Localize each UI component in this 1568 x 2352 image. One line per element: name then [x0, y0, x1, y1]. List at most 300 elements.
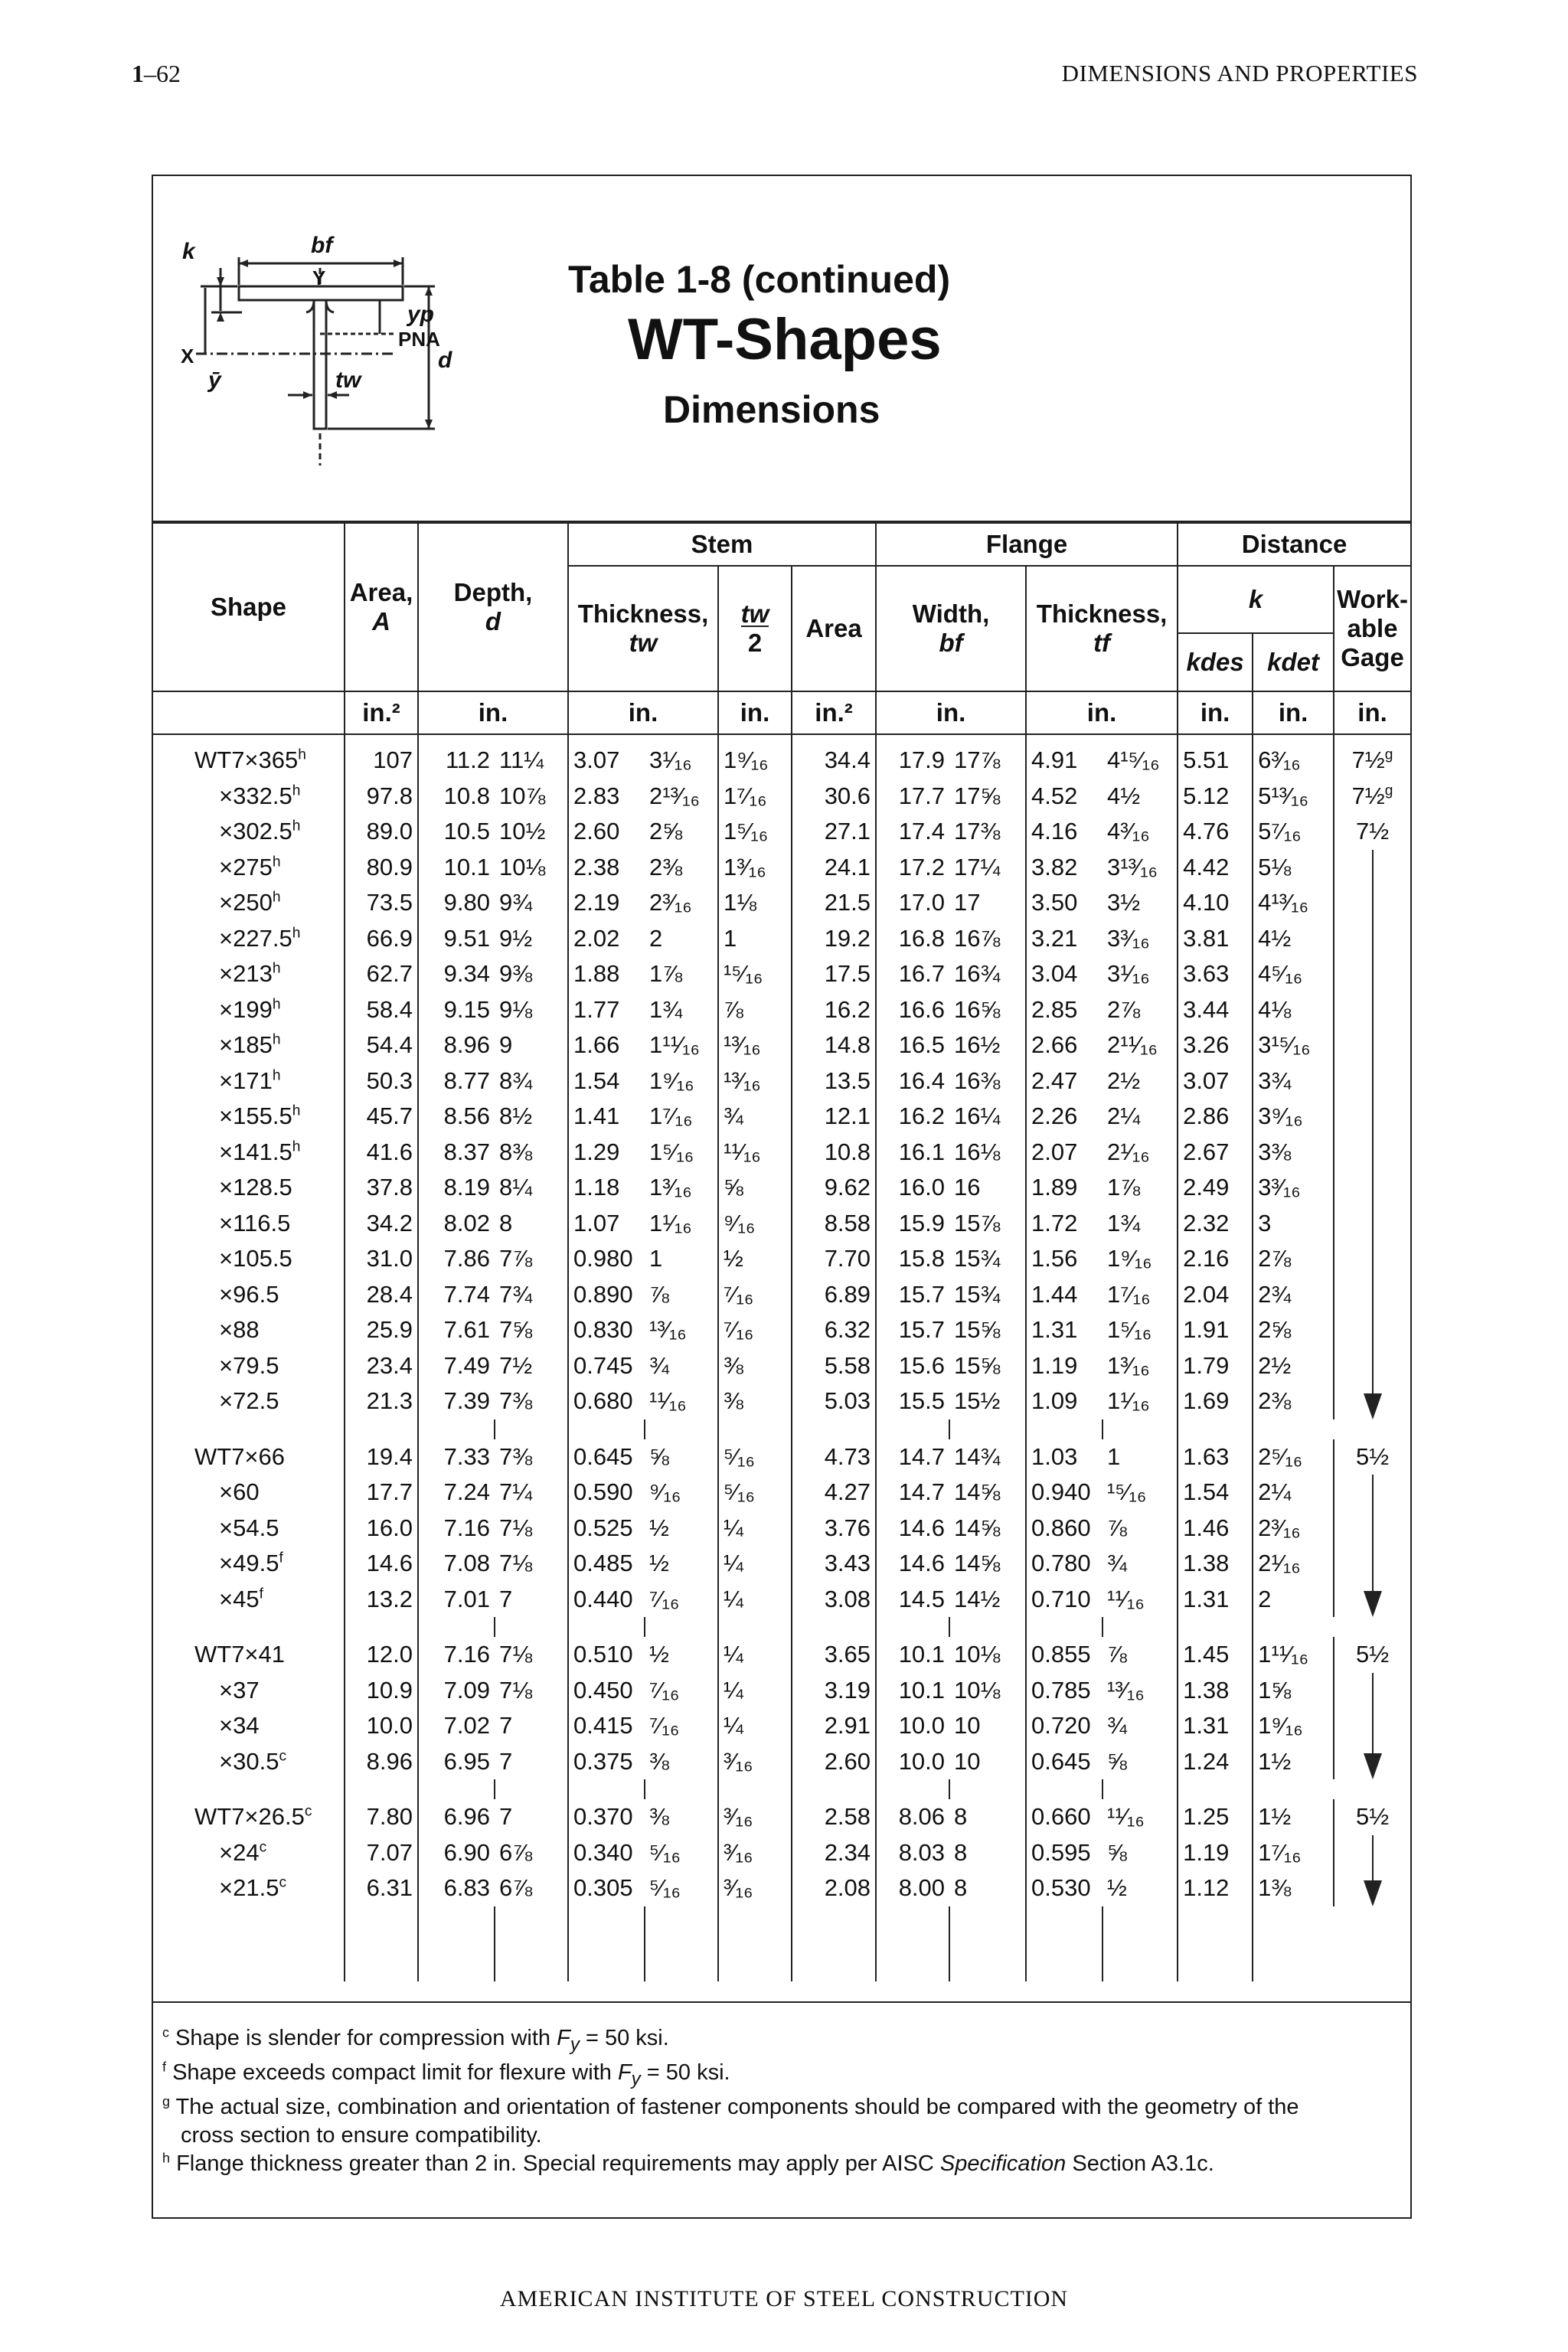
- cell-tf: 0.710: [1026, 1582, 1102, 1618]
- cell-tf: 3.21: [1026, 921, 1102, 957]
- unit-2: in.: [418, 691, 568, 734]
- cell-tf: 0.660: [1026, 1799, 1102, 1835]
- cell-shape: $\times 171^h$: [219, 1067, 281, 1094]
- cell-tw-half: 1³⁄₁₆: [718, 850, 792, 886]
- col-stem-thickness: Thickness, tw: [568, 566, 718, 691]
- cell-stem-area: 34.4: [792, 734, 876, 779]
- cell-tw-half: ¼: [718, 1511, 792, 1547]
- cell-bf-frac: 16: [954, 1174, 981, 1201]
- cell-tw: 0.890: [568, 1277, 645, 1313]
- cell-kdet: 5¹³⁄₁₆: [1253, 779, 1334, 815]
- cell-shape: ×96.5: [219, 1280, 279, 1308]
- unit-4: in.: [718, 691, 792, 734]
- cell-stem-area: 3.19: [792, 1673, 876, 1709]
- table-row: [153, 1348, 1410, 1384]
- cell-shape: $\times 185^h$: [219, 1031, 281, 1059]
- cell-area: 66.9: [345, 921, 418, 957]
- cell-tw: 0.370: [568, 1799, 645, 1835]
- cell-bf: 16.0: [876, 1170, 949, 1206]
- table-row: [153, 1206, 1410, 1242]
- cell-tw-frac: ⁵⁄₁₆: [649, 1874, 681, 1902]
- cell-kdes: 2.67: [1178, 1135, 1253, 1171]
- cell-depth-frac: 7⅛: [499, 1514, 533, 1541]
- cell-tw: 0.415: [568, 1708, 645, 1744]
- cell-tw: 1.18: [568, 1170, 645, 1206]
- cell-tw-frac: 1⅞: [649, 960, 683, 988]
- cell-tf-frac: 1: [1107, 1442, 1121, 1470]
- cell-tf: 1.03: [1026, 1439, 1102, 1475]
- cell-tw-half: ¼: [718, 1673, 792, 1709]
- cell-bf: 8.00: [876, 1870, 949, 1906]
- cell-gage: [1334, 1383, 1410, 1419]
- cell-gage: [1334, 1870, 1410, 1906]
- cell-bf: 17.7: [876, 779, 949, 815]
- table-row: [153, 1582, 1410, 1618]
- gap-cell: [153, 1419, 345, 1439]
- table-row: [153, 1170, 1410, 1206]
- cell-kdes: 3.63: [1178, 956, 1253, 992]
- cell-bf-frac: 10: [954, 1747, 981, 1775]
- cell-stem-area: 17.5: [792, 956, 876, 992]
- cell-depth-frac: 8¾: [499, 1067, 533, 1094]
- cell-tw-half: ¾: [718, 1099, 792, 1135]
- cell-tw-frac: ⁵⁄₁₆: [649, 1838, 681, 1866]
- cell-tf: 1.56: [1026, 1241, 1102, 1277]
- cell-kdet: 1½: [1253, 1799, 1334, 1835]
- cell-depth: 7.33: [418, 1439, 495, 1475]
- cell-bf-frac: 17¼: [954, 853, 1001, 880]
- unit-shape: [153, 691, 345, 734]
- cell-tw-frac: 2³⁄₁₆: [649, 889, 692, 916]
- cell-tf: 0.855: [1026, 1637, 1102, 1673]
- table-row: [153, 1277, 1410, 1313]
- cell-stem-area: 14.8: [792, 1027, 876, 1063]
- cell-kdes: 1.38: [1178, 1673, 1253, 1709]
- cell-kdes: 1.25: [1178, 1799, 1253, 1835]
- col-depth: Depth, d: [418, 523, 568, 691]
- cell-depth-frac: 9: [499, 1031, 513, 1059]
- cell-tw: 1.41: [568, 1099, 645, 1135]
- cell-bf: 15.8: [876, 1241, 949, 1277]
- cell-kdet: 3¾: [1253, 1063, 1334, 1099]
- cell-kdes: 4.10: [1178, 885, 1253, 921]
- cell-tf: 0.530: [1026, 1870, 1102, 1906]
- cell-tf: 0.940: [1026, 1475, 1102, 1511]
- cell-tw-half: ¼: [718, 1708, 792, 1744]
- cell-tw: 1.66: [568, 1027, 645, 1063]
- cell-stem-area: 3.65: [792, 1637, 876, 1673]
- cell-kdes: 1.38: [1178, 1546, 1253, 1582]
- table-row: [153, 1027, 1410, 1063]
- gage-arrow-head: [1364, 1753, 1382, 1779]
- table-row: [153, 1241, 1410, 1277]
- cell-depth-frac: 11¼: [499, 746, 544, 774]
- cell-tf: 1.72: [1026, 1206, 1102, 1242]
- table-row: [153, 814, 1410, 850]
- cell-tw: 0.830: [568, 1312, 645, 1348]
- cell-depth-frac: 8⅜: [499, 1138, 533, 1165]
- footnote: $^g$ The actual size, combination and orientation of fastener components should be compared with the geometry of the: [162, 2092, 1299, 2119]
- col-flange-thickness: Thickness, tf: [1026, 566, 1178, 691]
- cell-tf: 3.82: [1026, 850, 1102, 886]
- cell-bf-frac: 15⅝: [954, 1316, 1001, 1344]
- gap-cell: [345, 1779, 418, 1799]
- cell-tf-frac: ⅝: [1107, 1747, 1127, 1775]
- gap-cell: [949, 1617, 1026, 1637]
- cell-tf-frac: 2⅞: [1107, 995, 1141, 1023]
- cell-stem-area: 19.2: [792, 921, 876, 957]
- gap-cell: [718, 1617, 792, 1637]
- cell-stem-area: 16.2: [792, 992, 876, 1028]
- cell-tw-frac: ¹¹⁄₁₆: [649, 1387, 687, 1415]
- cell-tw-frac: ⁷⁄₁₆: [649, 1585, 680, 1612]
- col-workable-gage: Work- able Gage: [1334, 566, 1410, 691]
- gap-cell: [568, 1779, 645, 1799]
- cell-gage: 5½: [1334, 1637, 1410, 1673]
- cell-bf-frac: 17⅞: [954, 746, 1001, 774]
- cell-bf-frac: 14⅝: [954, 1550, 1001, 1577]
- cell-stem-area: 2.60: [792, 1744, 876, 1780]
- cell-depth-frac: 6⅞: [499, 1874, 533, 1902]
- cell-tw: 2.02: [568, 921, 645, 957]
- cell-tw: 2.83: [568, 779, 645, 815]
- cell-bf-frac: 14⅝: [954, 1514, 1001, 1541]
- cell-tf-frac: 1³⁄₁₆: [1107, 1351, 1150, 1379]
- gage-arrow-line: [1372, 1863, 1374, 1883]
- cell-tw-half: ³⁄₁₆: [718, 1799, 792, 1835]
- cell-depth: 7.74: [418, 1277, 495, 1313]
- cell-shape: ×116.5: [219, 1209, 291, 1236]
- cell-tf-frac: ¹³⁄₁₆: [1107, 1676, 1145, 1704]
- cell-tw-half: ½: [718, 1241, 792, 1277]
- cell-tf-frac: 1⅞: [1107, 1174, 1141, 1201]
- running-head: DIMENSIONS AND PROPERTIES: [1061, 60, 1418, 87]
- cell-kdes: 2.04: [1178, 1277, 1253, 1313]
- cell-kdes: 1.24: [1178, 1744, 1253, 1780]
- cell-area: 23.4: [345, 1348, 418, 1384]
- cell-stem-area: 2.08: [792, 1870, 876, 1906]
- cell-stem-area: 5.03: [792, 1383, 876, 1419]
- cell-stem-area: 2.91: [792, 1708, 876, 1744]
- cell-tw: 0.525: [568, 1511, 645, 1547]
- cell-area: 16.0: [345, 1511, 418, 1547]
- cell-shape: ×88: [219, 1316, 260, 1344]
- cell-gage: 7½$^g$: [1334, 779, 1410, 815]
- cell-depth: 7.39: [418, 1383, 495, 1419]
- cell-depth: 8.19: [418, 1170, 495, 1206]
- cell-tf-frac: 1⁷⁄₁₆: [1107, 1280, 1151, 1308]
- gap-cell: [645, 1779, 718, 1799]
- cell-tw-half: ⁷⁄₁₆: [718, 1312, 792, 1348]
- cell-tw-half: 1⅛: [718, 885, 792, 921]
- cell-bf-frac: 16¼: [954, 1102, 1001, 1130]
- cell-kdes: 1.45: [1178, 1637, 1253, 1673]
- table-body: [153, 734, 1410, 1981]
- cell-kdet: 2: [1253, 1582, 1334, 1618]
- cell-shape: $\times 45^f$: [219, 1585, 263, 1612]
- cell-area: 58.4: [345, 992, 418, 1028]
- cell-tf-frac: ⅝: [1107, 1838, 1127, 1866]
- group-gap: [153, 1779, 1410, 1799]
- cell-shape: ×155.5$^h$: [219, 1102, 301, 1130]
- cell-area: 7.07: [345, 1835, 418, 1871]
- cell-kdes: 2.32: [1178, 1206, 1253, 1242]
- cell-tw-half: ⁹⁄₁₆: [718, 1206, 792, 1242]
- cell-kdes: 1.31: [1178, 1582, 1253, 1618]
- cell-bf: 15.9: [876, 1206, 949, 1242]
- cell-shape: WT7×66: [194, 1442, 286, 1470]
- diagram-label-bf: bf: [311, 233, 333, 258]
- cell-bf-frac: 15¾: [954, 1245, 1001, 1272]
- cell-tw-half: ¹³⁄₁₆: [718, 1063, 792, 1099]
- cell-tf-frac: ¹¹⁄₁₆: [1107, 1803, 1145, 1831]
- cell-tw: 1.77: [568, 992, 645, 1028]
- cell-bf: 16.8: [876, 921, 949, 957]
- cell-tw-half: ³⁄₁₆: [718, 1835, 792, 1871]
- table-row: [153, 1099, 1410, 1135]
- table-row: [153, 1637, 1410, 1673]
- cell-tf-frac: 3³⁄₁₆: [1107, 924, 1150, 952]
- cell-area: 28.4: [345, 1277, 418, 1313]
- diagram-label-k: k: [182, 239, 195, 264]
- gap-cell: [418, 1617, 495, 1637]
- cell-stem-area: 21.5: [792, 885, 876, 921]
- cell-bf-frac: 10⅛: [954, 1641, 1001, 1668]
- cell-bf: 15.7: [876, 1312, 949, 1348]
- cell-tw: 3.07: [568, 734, 645, 779]
- cell-bf: 16.6: [876, 992, 949, 1028]
- cell-stem-area: 7.70: [792, 1241, 876, 1277]
- cell-tf-frac: 2¹¹⁄₁₆: [1107, 1031, 1158, 1059]
- cell-tw-frac: ⁷⁄₁₆: [649, 1712, 680, 1740]
- cell-area: 12.0: [345, 1637, 418, 1673]
- footnote: $^f$ Shape exceeds compact limit for flexure with $F_y = 50$ ksi.: [162, 2059, 730, 2089]
- cell-gage: 7½$^g$: [1334, 734, 1410, 779]
- filler-cell: [568, 1906, 645, 1981]
- cell-shape: WT7×26.5$^c$: [194, 1803, 312, 1831]
- cell-bf: 8.06: [876, 1799, 949, 1835]
- cell-kdet: 4¹³⁄₁₆: [1253, 885, 1334, 921]
- cell-tf: 0.645: [1026, 1744, 1102, 1780]
- cell-tw-half: ³⁄₁₆: [718, 1870, 792, 1906]
- cell-area: 25.9: [345, 1312, 418, 1348]
- cell-kdet: 2⁵⁄₁₆: [1253, 1439, 1334, 1475]
- cell-shape: ×72.5: [219, 1387, 279, 1415]
- cell-stem-area: 2.58: [792, 1799, 876, 1835]
- cell-kdet: 1⅝: [1253, 1673, 1334, 1709]
- gap-cell: [153, 1779, 345, 1799]
- cell-bf: 14.6: [876, 1546, 949, 1582]
- cell-area: 13.2: [345, 1582, 418, 1618]
- gap-cell: [876, 1419, 949, 1439]
- col-area: Area, A: [345, 523, 418, 691]
- cell-depth-frac: 8: [499, 1209, 513, 1236]
- cell-tw: 1.07: [568, 1206, 645, 1242]
- cell-stem-area: 3.76: [792, 1511, 876, 1547]
- cell-kdet: 1⁷⁄₁₆: [1253, 1835, 1334, 1871]
- cell-area: 45.7: [345, 1099, 418, 1135]
- cell-tw-half: ¼: [718, 1637, 792, 1673]
- cell-shape: $\times 199^h$: [219, 995, 281, 1023]
- col-stem-area: Area: [792, 566, 876, 691]
- cell-depth: 9.51: [418, 921, 495, 957]
- cell-stem-area: 27.1: [792, 814, 876, 850]
- cell-kdes: 4.76: [1178, 814, 1253, 850]
- cell-shape: ×54.5: [219, 1514, 279, 1541]
- cell-depth: 7.86: [418, 1241, 495, 1277]
- col-flange-width: Width, bf: [876, 566, 1026, 691]
- units-row: [153, 691, 1410, 734]
- cell-shape: $\times 250^h$: [219, 889, 281, 916]
- filler-cell: [1026, 1906, 1102, 1981]
- cell-kdes: 3.26: [1178, 1027, 1253, 1063]
- filler-cell: [153, 1906, 345, 1981]
- cell-tw: 0.440: [568, 1582, 645, 1618]
- filler-cell: [1253, 1906, 1334, 1981]
- gap-cell: [495, 1617, 568, 1637]
- cell-bf: 14.6: [876, 1511, 949, 1547]
- dimensions-table: [153, 522, 1410, 1981]
- table-row: [153, 1673, 1410, 1709]
- cell-shape: $WT7\times 365^h$: [194, 746, 306, 774]
- cell-tf-frac: 4³⁄₁₆: [1107, 818, 1150, 845]
- cell-tw-frac: 2¹³⁄₁₆: [649, 782, 701, 809]
- cell-shape: $\times 24^c$: [219, 1838, 267, 1866]
- cell-tf-frac: 1¾: [1107, 1209, 1141, 1236]
- gap-cell: [568, 1419, 645, 1439]
- cell-depth: 6.90: [418, 1835, 495, 1871]
- cell-tf: 0.860: [1026, 1511, 1102, 1547]
- filler-cell: [718, 1906, 792, 1981]
- cell-tf: 1.44: [1026, 1277, 1102, 1313]
- cell-kdes: 1.63: [1178, 1439, 1253, 1475]
- col-shape: Shape: [153, 523, 345, 691]
- unit-9: in.: [1253, 691, 1334, 734]
- gap-cell: [949, 1779, 1026, 1799]
- footnote: $^c$ Shape is slender for compression with $F_y = 50$ ksi.: [162, 2024, 669, 2055]
- cell-tf-frac: ⅞: [1107, 1514, 1127, 1541]
- cell-tf-frac: 3½: [1107, 889, 1141, 916]
- cell-tf: 3.04: [1026, 956, 1102, 992]
- cell-kdet: 2¹⁄₁₆: [1253, 1546, 1334, 1582]
- cell-kdes: 4.42: [1178, 850, 1253, 886]
- unit-10: in.: [1334, 691, 1410, 734]
- cell-tf-frac: 2¼: [1107, 1102, 1141, 1130]
- cell-bf-frac: 15½: [954, 1387, 1001, 1415]
- cell-tw-frac: ⁹⁄₁₆: [649, 1478, 681, 1506]
- cell-depth-frac: 7½: [499, 1351, 533, 1379]
- cell-kdet: 3⅜: [1253, 1135, 1334, 1171]
- cell-tf: 3.50: [1026, 885, 1102, 921]
- col-kdes: kdes: [1178, 633, 1253, 691]
- cell-depth: 7.02: [418, 1708, 495, 1744]
- page-footer: AMERICAN INSTITUTE OF STEEL CONSTRUCTION: [499, 2286, 1069, 2311]
- unit-6: in.: [876, 691, 1026, 734]
- cell-depth-frac: 7⅝: [499, 1316, 533, 1344]
- cell-bf-frac: 17: [954, 889, 981, 916]
- cell-shape: ×49.5$^f$: [219, 1550, 283, 1577]
- cell-depth: 7.16: [418, 1511, 495, 1547]
- cell-area: 54.4: [345, 1027, 418, 1063]
- cell-depth: 6.96: [418, 1799, 495, 1835]
- gap-cell: [418, 1779, 495, 1799]
- cell-area: 14.6: [345, 1546, 418, 1582]
- gap-cell: [1178, 1617, 1253, 1637]
- filler-cell: [1178, 1906, 1253, 1981]
- cell-bf: 16.2: [876, 1099, 949, 1135]
- table-row: [153, 1475, 1410, 1511]
- cell-depth-frac: 7⅛: [499, 1550, 533, 1577]
- table-row: [153, 1312, 1410, 1348]
- table-row: [153, 1744, 1410, 1780]
- cell-kdes: 3.44: [1178, 992, 1253, 1028]
- cell-tw-half: 1⁹⁄₁₆: [718, 734, 792, 779]
- footnotes: [153, 2001, 1410, 2217]
- table-row: [153, 1511, 1410, 1547]
- cell-tw-frac: ⅜: [649, 1803, 669, 1831]
- cell-bf: 16.4: [876, 1063, 949, 1099]
- gap-cell: [1102, 1779, 1178, 1799]
- group-gap: [153, 1419, 1410, 1439]
- cell-gage: 7½: [1334, 814, 1410, 850]
- cell-kdet: 2⅞: [1253, 1241, 1334, 1277]
- cell-depth: 9.34: [418, 956, 495, 992]
- cell-stem-area: 3.08: [792, 1582, 876, 1618]
- cell-kdes: 2.86: [1178, 1099, 1253, 1135]
- cell-tw: 0.980: [568, 1241, 645, 1277]
- cell-depth: 10.1: [418, 850, 495, 886]
- cell-bf-frac: 8: [954, 1803, 968, 1831]
- filler-cell: [345, 1906, 418, 1981]
- cell-bf-frac: 8: [954, 1838, 968, 1866]
- cell-area: 37.8: [345, 1170, 418, 1206]
- cell-tw-frac: 1⁷⁄₁₆: [649, 1102, 693, 1130]
- cell-shape: ×128.5: [219, 1174, 292, 1201]
- cell-tf-frac: 2½: [1107, 1067, 1141, 1094]
- cell-shape: ×227.5$^h$: [219, 924, 301, 952]
- cell-area: 34.2: [345, 1206, 418, 1242]
- cell-stem-area: 5.58: [792, 1348, 876, 1384]
- gap-cell: [1253, 1419, 1334, 1439]
- cell-bf-frac: 10: [954, 1712, 981, 1740]
- cell-tw-half: 1⁵⁄₁₆: [718, 814, 792, 850]
- cell-stem-area: 13.5: [792, 1063, 876, 1099]
- wt-shape-diagram: [165, 219, 525, 472]
- cell-area: 17.7: [345, 1475, 418, 1511]
- cell-depth-frac: 9½: [499, 924, 533, 952]
- table-row: [153, 885, 1410, 921]
- cell-bf: 10.0: [876, 1744, 949, 1780]
- cell-bf: 17.9: [876, 734, 949, 779]
- cell-tw-half: ⁵⁄₁₆: [718, 1439, 792, 1475]
- cell-depth: 10.5: [418, 814, 495, 850]
- cell-bf-frac: 15⅝: [954, 1351, 1001, 1379]
- cell-kdes: 1.19: [1178, 1835, 1253, 1871]
- cell-tf: 0.785: [1026, 1673, 1102, 1709]
- cell-shape: ×141.5$^h$: [219, 1138, 301, 1165]
- cell-tf-frac: ½: [1107, 1874, 1127, 1902]
- cell-shape: ×60: [219, 1478, 260, 1506]
- cell-tw-frac: 2⅜: [649, 853, 683, 880]
- cell-bf-frac: 16½: [954, 1031, 1001, 1059]
- cell-stem-area: 12.1: [792, 1099, 876, 1135]
- cell-shape: ×302.5$^h$: [219, 818, 301, 845]
- table-row: [153, 1439, 1410, 1475]
- cell-tw: 1.88: [568, 956, 645, 992]
- cell-kdes: 3.81: [1178, 921, 1253, 957]
- cell-depth-frac: 9⅛: [499, 995, 533, 1023]
- cell-kdet: 3: [1253, 1206, 1334, 1242]
